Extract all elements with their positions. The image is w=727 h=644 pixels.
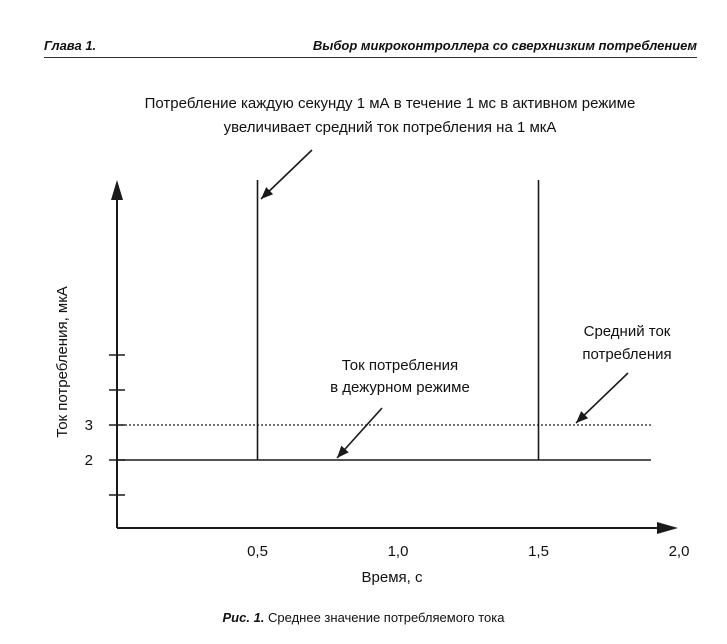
figure-caption — [0, 610, 727, 625]
active-mode-note-line1: Потребление каждую секунду 1 мА в течение 1 мс в активном режиме — [144, 95, 636, 112]
x-tick-label: 2,0 — [668, 543, 690, 560]
x-tick-label: 0,5 — [247, 543, 268, 560]
x-axis-arrow — [657, 522, 678, 534]
header-title: Выбор микроконтроллера со сверхнизким потреблением — [312, 38, 697, 53]
x-axis-label: Время, с — [361, 569, 423, 586]
average-current-note-line2: потребления — [582, 346, 672, 363]
figure-label: Рис. 1. — [222, 610, 265, 625]
y-axis-label: Ток потребления, мкА — [54, 286, 71, 438]
x-tick-label: 1,0 — [387, 543, 409, 560]
y-tick-label: 2 — [84, 452, 93, 469]
y-axis-arrow — [111, 180, 123, 200]
average-current-note-line1: Средний ток — [583, 323, 671, 340]
annotations — [145, 95, 672, 458]
standby-current-note-line2: в дежурном режиме — [330, 379, 470, 396]
y-tick-label: 3 — [84, 417, 93, 434]
standby-current-line — [117, 180, 651, 460]
active-mode-note-line2: увеличивает средний ток потребления на 1 мкА — [223, 119, 557, 136]
series — [117, 180, 651, 460]
chapter-label: Глава 1. — [44, 38, 97, 53]
x-tick-label: 1,5 — [528, 543, 549, 560]
figure-caption-text: Среднее значение потребляемого тока — [264, 610, 505, 625]
standby-current-note-line1: Ток потребления — [341, 357, 459, 374]
